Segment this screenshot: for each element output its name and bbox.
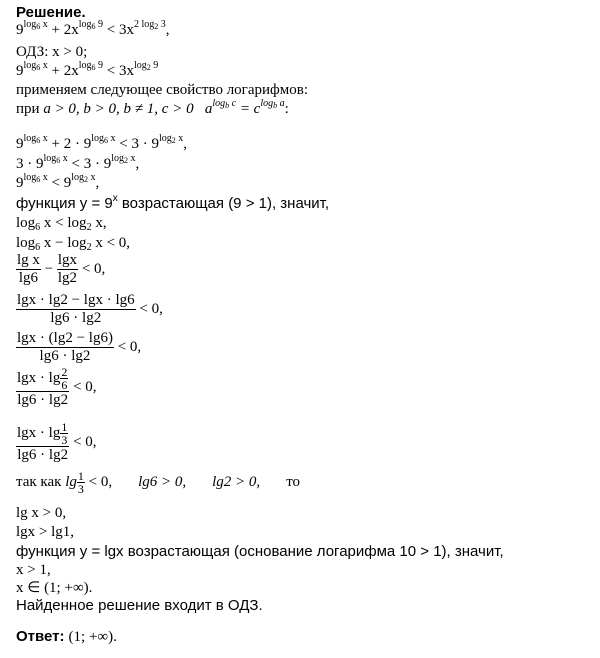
step-divided: $9^{log_6 x} < 9^{log_2 x}$,: [16, 172, 100, 191]
lg-compare: lgx > lg1,: [16, 524, 75, 540]
x-interval: x ∈ (1; +∞).: [16, 580, 93, 596]
function-statement-log: функция y = lgx возрастающая (основание логарифма 10 > 1), значит,: [16, 543, 504, 560]
step-combined: $3 \cdot 9^{log_6 x} < 3 \cdot 9^{log_2 x}$,: [16, 153, 140, 172]
fraction-step-3: $\frac{\lg x \cdot (\lg 2 - \lg 6)}{\lg 6 \cdot \lg 2}$ < 0,: [17, 330, 142, 365]
fraction-step-1: $\frac{\text{lg x}}{\lg 6}$ − $\frac{\lg x}{\lg 2}$ < 0,: [17, 252, 106, 287]
log-inequality: $\log_6 x < \log_2 x$,: [16, 215, 107, 233]
log-difference: $\log_6 x - \log_2 x < 0$,: [16, 235, 131, 253]
lg-positive: lg x > 0,: [16, 505, 67, 521]
fraction-step-5: lgx · lg $\frac{1}{3}$ lg6 · lg2 < 0,: [17, 420, 97, 463]
log-property: при a > 0, b > 0, b ≠ 1, c > 0 $a^{log_b c} = c^{log_b a}$:: [16, 98, 289, 117]
property-intro: применяем следующее свойство логарифмов:: [16, 82, 308, 98]
answer-value: (1; +∞).: [68, 629, 117, 645]
fraction-step-2: $\frac{\lg x \cdot \lg 2 - \lg x \cdot \lg 6}{\lg 6 \cdot \lg 2}$ < 0,: [17, 292, 163, 327]
domain-check: Найденное решение входит в ОДЗ.: [16, 597, 263, 614]
since-conditions: так как lg $\frac{1}{3}$ < 0, lg6 > 0, lg2 > 0, то: [16, 469, 301, 496]
answer-label: Ответ:: [16, 628, 65, 645]
step-substituted: $9^{log_6 x} + 2 \cdot 9^{log_6 x} < 3 \cdot 9^{log_2 x}$,: [16, 133, 188, 152]
domain-condition: ОДЗ: x > 0;: [16, 44, 88, 60]
answer-line: [16, 628, 117, 646]
original-inequality: $9^{log_6 x} + 2x^{log_6 9} < 3x^{2 log_2 3}$,: [16, 19, 170, 38]
x-greater-one: x > 1,: [16, 562, 51, 578]
solution-heading: Решение.: [16, 4, 86, 21]
fraction-step-4: lgx · lg $\frac{2}{6}$ lg6 · lg2 < 0,: [17, 365, 97, 408]
rewritten-inequality: $9^{log_6 x} + 2x^{log_6 9} < 3x^{log_2 9}$: [16, 60, 159, 79]
function-statement-exp: функция $y = 9^x$ возрастающая (9 > 1), значит,: [16, 193, 330, 212]
